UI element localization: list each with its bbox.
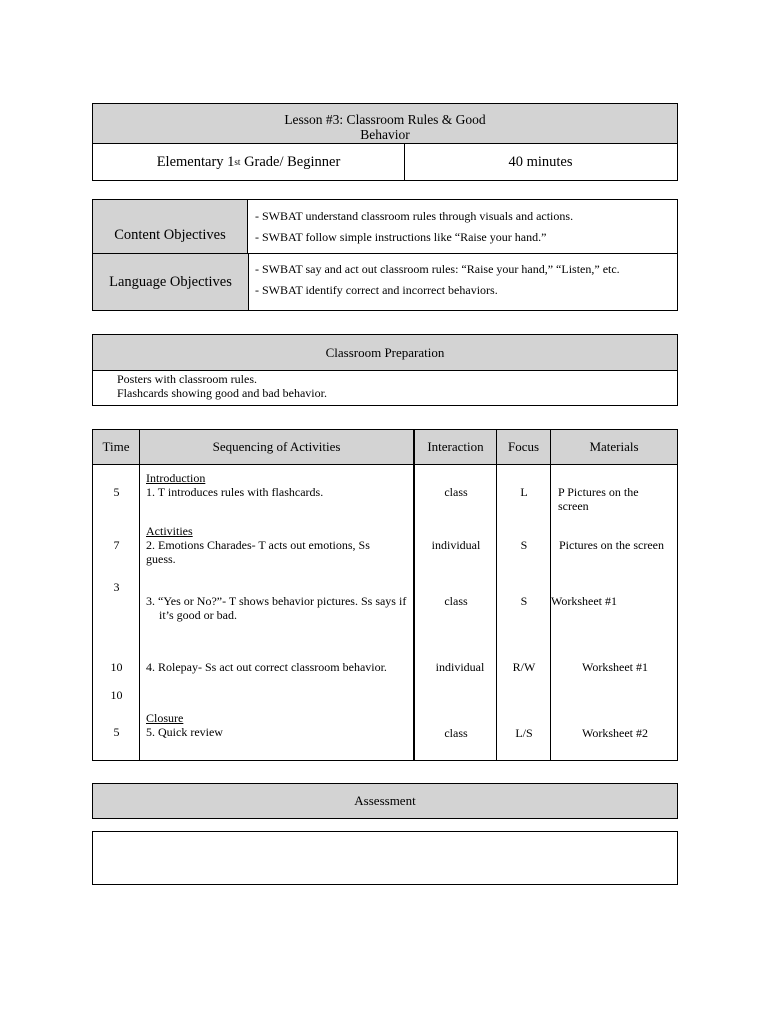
interaction-cell: individual — [435, 660, 485, 674]
materials-cell — [558, 485, 676, 513]
time-cell: 10 — [110, 660, 123, 674]
preparation-item: Flashcards showing good and bad behavior. — [117, 386, 327, 400]
focus-cell: L — [520, 485, 528, 499]
grade-prefix: Elementary 1 — [156, 153, 235, 170]
interaction-header: Interaction — [415, 430, 497, 465]
materials-header: Materials — [551, 430, 677, 465]
materials-cell: Worksheet #1 — [581, 660, 649, 674]
materials-text: P Pictures on the screen — [558, 485, 639, 513]
content-objectives — [248, 206, 677, 253]
lesson-title-line2: Behavior — [360, 127, 410, 142]
language-objectives — [248, 253, 677, 310]
activity-text: 2. Emotions Charades- T acts out emotions, Ss guess. — [146, 538, 370, 566]
activity-text: 3. “Yes or No?”- T shows behavior pictures. Ss says if it’s good or bad. — [146, 594, 407, 622]
materials-cell: Pictures on the screen — [559, 538, 664, 552]
section-activities: Activities — [146, 524, 193, 538]
activity-text: 4. Rolepay- Ss act out correct classroom behavior. — [146, 660, 387, 674]
materials-cell: Worksheet #2 — [581, 726, 649, 740]
objectives-table — [92, 199, 678, 311]
language-objective-2: - SWBAT identify correct and incorrect behaviors. — [255, 283, 498, 297]
preparation-item: Posters with classroom rules. — [117, 372, 257, 386]
preparation-list — [117, 372, 327, 400]
time-cell: 3 — [113, 580, 120, 594]
focus-cell: S — [520, 538, 528, 552]
content-objectives-label: Content Objectives — [93, 200, 248, 253]
materials-cell: Worksheet #1 — [551, 594, 618, 608]
activity-text: 5. Quick review — [146, 725, 223, 739]
focus-cell: R/W — [512, 660, 536, 674]
interaction-cell: class — [444, 485, 468, 499]
lesson-header-table — [92, 103, 678, 181]
focus-cell: S — [520, 594, 528, 608]
activities-table — [92, 429, 678, 761]
section-introduction: Introduction — [146, 471, 206, 485]
interaction-cell: class — [444, 726, 468, 740]
time-cell: 7 — [113, 538, 120, 552]
interaction-cell: individual — [431, 538, 481, 552]
time-header: Time — [93, 430, 140, 465]
grade-sup: st — [234, 157, 241, 167]
lesson-duration: 40 minutes — [508, 153, 573, 170]
assessment-box — [92, 831, 678, 885]
interaction-cell: class — [444, 594, 468, 608]
preparation-table — [92, 334, 678, 406]
language-objectives-label: Language Objectives — [93, 253, 249, 310]
time-cell: 5 — [113, 725, 120, 739]
section-closure: Closure — [146, 711, 184, 725]
time-column — [93, 430, 140, 760]
grade-level — [93, 144, 405, 180]
preparation-heading: Classroom Preparation — [93, 335, 677, 371]
content-objective-2: - SWBAT follow simple instructions like “Raise your hand.” — [255, 230, 547, 244]
language-objective-1: - SWBAT say and act out classroom rules: “Raise your hand,” “Listen,” etc. — [255, 262, 620, 276]
time-cell: 5 — [113, 485, 120, 499]
lesson-title — [93, 104, 677, 144]
content-objective-1: - SWBAT understand classroom rules through visuals and actions. — [255, 209, 574, 223]
time-cell: 10 — [110, 688, 123, 702]
grade-suffix: Grade/ Beginner — [240, 153, 341, 170]
sequence-header: Sequencing of Activities — [140, 430, 415, 465]
assessment-heading: Assessment — [92, 783, 678, 819]
focus-cell: L/S — [515, 726, 533, 740]
focus-header: Focus — [497, 430, 551, 465]
activity-text: 1. T introduces rules with flashcards. — [146, 485, 324, 499]
lesson-title-line1: Lesson #3: Classroom Rules & Good — [284, 112, 486, 127]
